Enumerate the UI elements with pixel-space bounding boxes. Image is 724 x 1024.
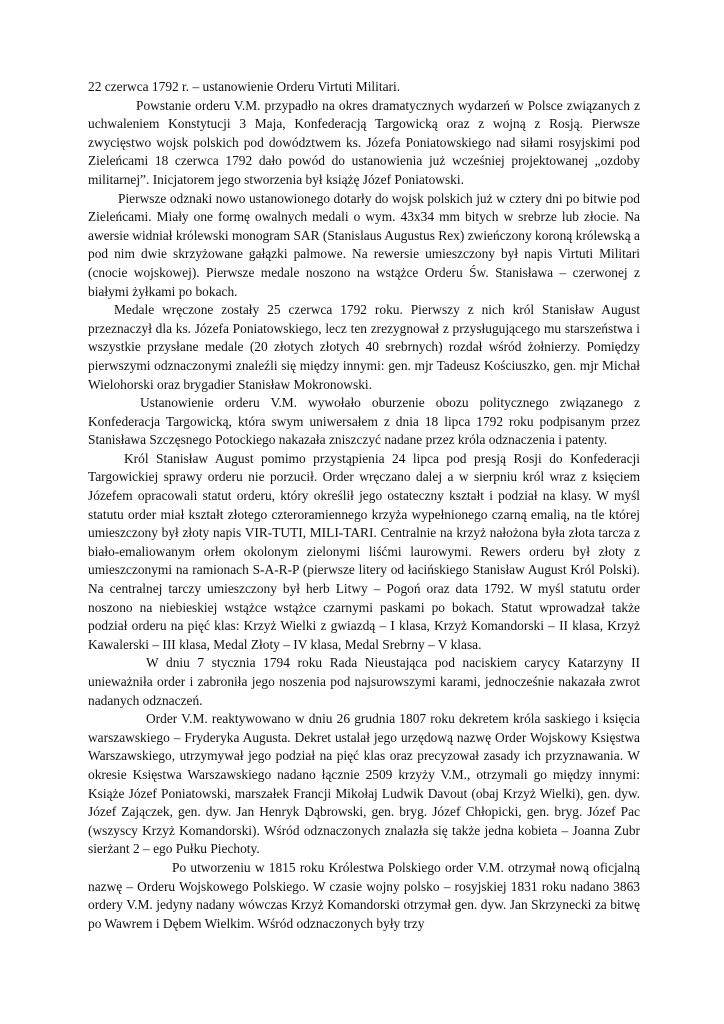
paragraph-first-awards: Medale wręczone zostały 25 czerwca 1792 roku. Pierwszy z nich król Stanisław August przeznaczył dla ks. Józefa Poniatowskiego, lecz ten zrezygnował z przysługującego mu starszeństwa i wszystkie przysłane medale (20 złotych złotych 40 srebrnych) rozdał wśród żołnierzy. Pomiędzy pierwszymi odznaczonymi znaleźli się między innymi: gen. mjr Tadeusz Kościuszko, gen. mjr Michał Wielohorski oraz brygadier Stanisław Mokronowski. xyxy=(88,302,640,392)
document-heading: 22 czerwca 1792 r. – ustanowienie Orderu Virtuti Militari. xyxy=(88,79,401,94)
paragraph-first-medals: Pierwsze odznaki nowo ustanowionego dotarły do wojsk polskich już w cztery dni po bitwie pod Zieleńcami. Miały one formę owalnych medali o wym. 43x34 mm bitych w srebrze lub złocie. Na awersie widniał królewski monogram SAR (Stanislaus Augustus Rex) zwieńczony koroną królewską a pod nim dwie skrzyżowane gałązki palmowe. Na rewersie umieszczony był napis Virtuti Militari (cnocie wojskowej). Pierwsze medale noszono na wstążce Orderu Św. Stanisława – czerwonej z białymi żyłkami po bokach. xyxy=(88,190,640,299)
paragraph-duchy-of-warsaw: Order V.M. reaktywowano w dniu 26 grudnia 1807 roku dekretem króla saskiego i księcia warszawskiego – Fryderyka Augusta. Dekret ustalał jego urzędową nazwę Order Wojskowy Księstwa Warszawskiego, utrzymywał jego podział na pięć klas oraz precyzował zasady ich przyznawania. W okresie Księstwa Warszawskiego nadano łącznie 2509 krzyży V.M., otrzymali go między innymi: Książe Józef Poniatowski, marszałek Francji Mikołaj Ludwik Davout (obaj Krzyż Wielki), gen. dyw. Józef Zajączek, gen. dyw. Jan Henryk Dąbrowski, gen. bryg. Józef Chłopicki, gen. bryg. Józef Pac (wszyscy Krzyż Komandorski). Wśród odznaczonych znalazła się także jedna kobieta – Joanna Zubr sierżant 2 – ego Pułku Piechoty. xyxy=(88,711,640,857)
paragraph-origin: Powstanie orderu V.M. przypadło na okres dramatycznych wydarzeń w Polsce związanych z uchwaleniem Konstytucji 3 Maja, Konfederacją Targowicką oraz z wojną z Rosją. Pierwsze zwycięstwo wojsk polskich pod dowództwem ks. Józefa Poniatowskiego nad siłami rosyjskimi pod Zieleńcami 18 czerwca 1792 dało powód do ustanowienia już wcześniej projektowanej „ozdoby militarnej”. Inicjatorem jego stworzenia był książę Józef Poniatowski. xyxy=(88,97,640,187)
paragraph-targowica-reaction: Ustanowienie orderu V.M. wywołało oburzenie obozu politycznego związanego z Konfederacja Targowicką, która swym uniwersałem z dnia 18 lipca 1792 roku podpisanym przez Stanisława Szczęsnego Potockiego nakazała zniszczyć nadane przez króla odznaczenia i patenty. xyxy=(88,395,640,448)
paragraph-statute: Król Stanisław August pomimo przystąpienia 24 lipca pod presją Rosji do Konfederacji Targowickiej sprawy orderu nie porzucił. Order wręczano dalej a w sierpniu król wraz z księciem Józefem opracowali statut orderu, który określił jego ostateczny kształt i podział na klasy. W myśl statutu order miał kształt złotego czteroramiennego krzyża wypełnionego czarną emalią, na tle której umieszczony był złoty napis VIR-TUTI, MILI-TARI. Centralnie na krzyż nałożona była złota tarcza z biało-emaliowanym orłem okolonym zielonymi liśćmi laurowymi. Rewers orderu był złoty z umieszczonymi na ramionach S-A-R-P (pierwsze litery od łacińskiego Stanisław August Król Polski). Na centralnej tarczy umieszczony był herb Litwy – Pogoń oraz data 1792. W myśl statutu order noszono na niebieskiej wstążce wstążce czarnymi paskami po bokach. Statut wprowadzał także podział orderu na pięć klas: Krzyż Wielki z gwiazdą – I klasa, Krzyż Komandorski – II klasa, Krzyż Kawalerski – III klasa, Medal Złoty – IV klasa, Medal Srebrny – V klasa. xyxy=(88,450,640,652)
document-page xyxy=(88,78,640,933)
paragraph-kingdom-of-poland: Po utworzeniu w 1815 roku Królestwa Polskiego order V.M. otrzymał nową oficjalną nazwę – Orderu Wojskowego Polskiego. W czasie wojny polsko – rosyjskiej 1831 roku nadano 3863 ordery V.M. jedyny nadany wówczas Krzyż Komandorski otrzymał gen. dyw. Jan Skrzynecki za bitwę po Wawrem i Dębem Wielkim. Wśród odznaczonych były trzy xyxy=(88,859,640,931)
paragraph-annulment: W dniu 7 stycznia 1794 roku Rada Nieustająca pod naciskiem carycy Katarzyny II unieważniła order i zabroniła jego noszenia pod najsurowszymi karami, jednocześnie nakazała zwrot nadanych odznaczeń. xyxy=(88,655,640,708)
